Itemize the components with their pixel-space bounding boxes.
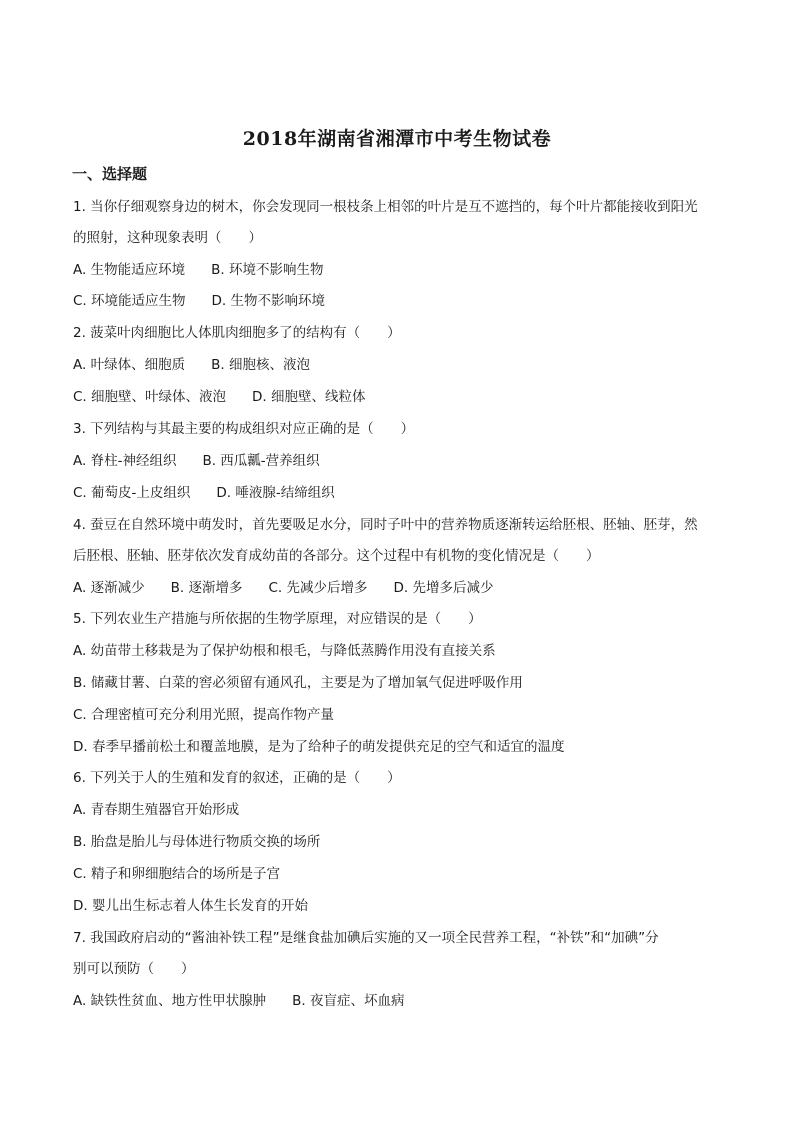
question-2-option-d: D. 细胞壁、线粒体 [252, 389, 366, 405]
question-4-option-c: C. 先减少后增多 [268, 580, 368, 596]
question-6-stem: 6. 下列关于人的生殖和发育的叙述，正确的是（ ） [73, 770, 401, 786]
question-3-options-cd [73, 483, 733, 503]
question-2-stem: 2. 菠菜叶肉细胞比人体肌肉细胞多了的结构有（ ） [73, 325, 401, 341]
question-7-option-a: A. 缺铁性贫血、地方性甲状腺肿 [73, 993, 267, 1009]
question-5-stem: 5. 下列农业生产措施与所依据的生物学原理，对应错误的是（ ） [73, 611, 482, 627]
question-2-options-cd [73, 387, 733, 407]
section-heading: 一、选择题 [72, 165, 148, 183]
question-5-option-c: C. 合理密植可充分利用光照，提高作物产量 [73, 707, 335, 723]
question-3-option-d: D. 唾液腺-结缔组织 [216, 485, 335, 501]
question-2-option-c: C. 细胞壁、叶绿体、液泡 [73, 389, 227, 405]
question-4-option-a: A. 逐渐减少 [73, 580, 145, 596]
question-5-option-b: B. 储藏甘薯、白菜的窖必须留有通风孔，主要是为了增加氧气促进呼吸作用 [73, 675, 523, 691]
question-3-stem: 3. 下列结构与其最主要的构成组织对应正确的是（ ） [73, 421, 415, 437]
question-1-option-b: B. 环境不影响生物 [211, 262, 324, 278]
question-4-option-d: D. 先增多后减少 [393, 580, 494, 596]
question-3-option-c: C. 葡萄皮-上皮组织 [73, 485, 191, 501]
question-2-option-b: B. 细胞核、液泡 [211, 357, 310, 373]
question-7-stem-line-2: 别可以预防（ ） [73, 961, 195, 977]
question-4-stem-line-2: 后胚根、胚轴、胚芽依次发育成幼苗的各部分。这个过程中有机物的变化情况是（ ） [73, 548, 600, 564]
question-4-option-b: B. 逐渐增多 [170, 580, 243, 596]
question-7-option-b: B. 夜盲症、坏血病 [292, 993, 405, 1009]
question-4-options [73, 578, 733, 598]
question-1-options-cd [73, 291, 733, 311]
question-1-options-ab [73, 260, 733, 280]
question-1-option-d: D. 生物不影响环境 [211, 293, 325, 309]
question-2-options-ab [73, 355, 733, 375]
question-1-stem-line-1: 1. 当你仔细观察身边的树木，你会发现同一根枝条上相邻的叶片是互不遮挡的，每个叶片都能接收到阳光 [73, 199, 698, 215]
question-5-option-d: D. 春季早播前松土和覆盖地膜，是为了给种子的萌发提供充足的空气和适宜的温度 [73, 739, 565, 755]
question-1-stem-line-2: 的照射，这种现象表明（ ） [73, 230, 262, 246]
question-2-option-a: A. 叶绿体、细胞质 [73, 357, 186, 373]
question-3-option-b: B. 西瓜瓤-营养组织 [202, 453, 320, 469]
question-5-option-a: A. 幼苗带土移栽是为了保护幼根和根毛，与降低蒸腾作用没有直接关系 [73, 643, 496, 659]
question-6-option-b: B. 胎盘是胎儿与母体进行物质交换的场所 [73, 834, 321, 850]
question-4-stem-line-1: 4. 蚕豆在自然环境中萌发时，首先要吸足水分，同时子叶中的营养物质逐渐转运给胚根、胚轴、胚芽，然 [73, 517, 698, 533]
question-1-option-c: C. 环境能适应生物 [73, 293, 186, 309]
page-title: 2018年湖南省湘潭市中考生物试卷 [242, 128, 552, 150]
question-7-stem-line-1: 7. 我国政府启动的“酱油补铁工程”是继食盐加碘后实施的又一项全民营养工程，“补铁”和“加碘”分 [73, 930, 659, 946]
question-6-option-c: C. 精子和卵细胞结合的场所是子宫 [73, 866, 281, 882]
question-3-options-ab [73, 451, 733, 471]
question-1-option-a: A. 生物能适应环境 [73, 262, 186, 278]
question-6-option-a: A. 青春期生殖器官开始形成 [73, 802, 240, 818]
question-7-options-ab [73, 991, 733, 1011]
question-6-option-d: D. 婴儿出生标志着人体生长发育的开始 [73, 898, 308, 914]
question-3-option-a: A. 脊柱-神经组织 [73, 453, 177, 469]
